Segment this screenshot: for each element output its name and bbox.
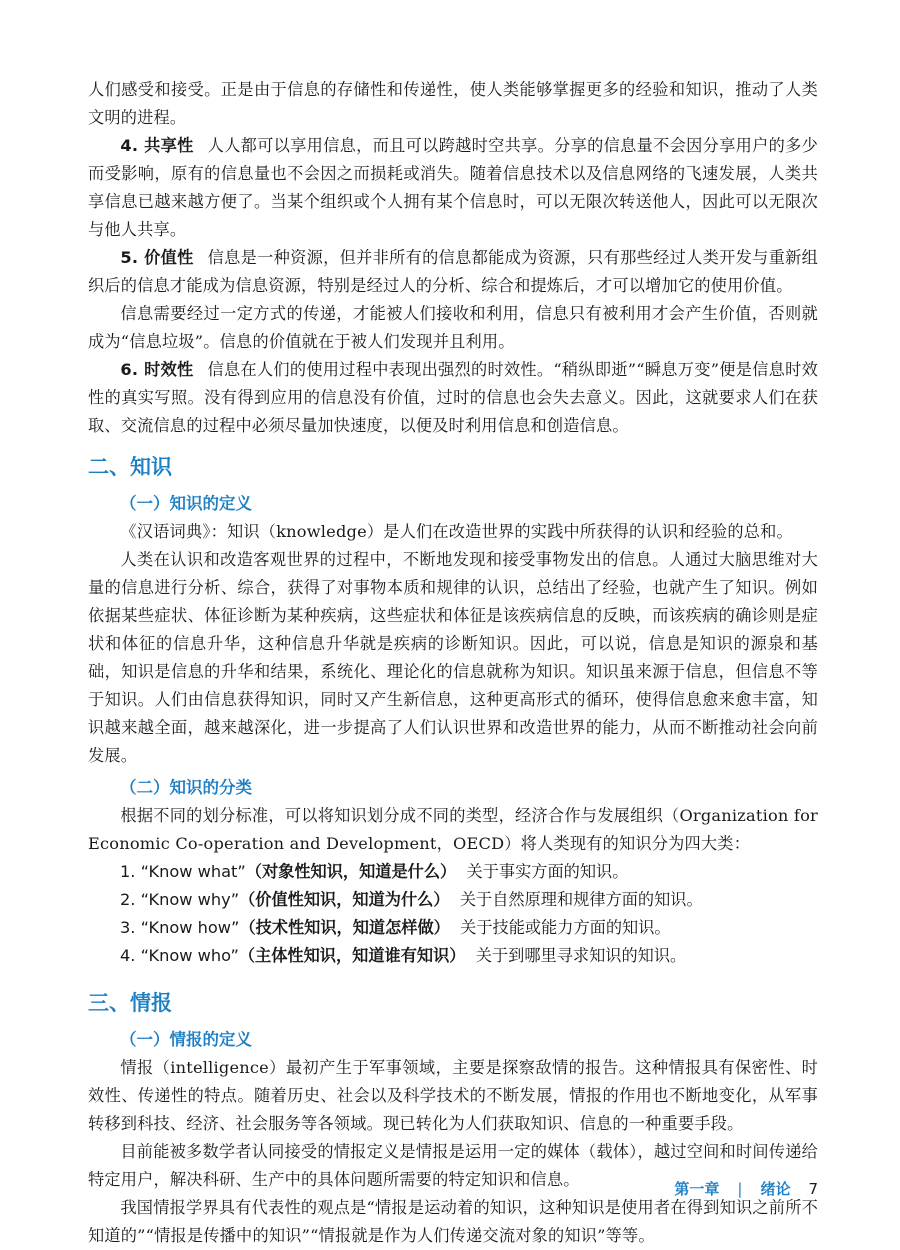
paragraph: 我国情报学界具有代表性的观点是“情报是运动着的知识，这种知识是使用者在得到知识之前所不知道的”“情报是传播中的知识”“情报就是作为人们传递交流对象的知识”等等。 — [88, 1198, 818, 1245]
list-item — [88, 886, 818, 914]
subheading-intelligence-definition: （一）情报的定义 — [120, 1030, 252, 1049]
value-text: 信息是一种资源，但并非所有的信息都能成为资源，只有那些经过人类开发与重新组织后的信息才能成为信息资源，特别是经过人的分析、综合和提炼后，才可以增加它的使用价值。 — [88, 248, 818, 295]
term-value: 5. 价值性 — [120, 248, 194, 267]
page-footer — [674, 1178, 818, 1199]
sharing-text: 人人都可以享用信息，而且可以跨越时空共享。分享的信息量不会因分享用户的多少而受影响，原有的信息量也不会因之而损耗或消失。随着信息技术以及信息网络的飞速发展，人类共享信息已越来越方便了。当某个组织或个人拥有某个信息时，可以无限次转送他人，因此可以无限次与他人共享。 — [88, 136, 818, 239]
footer-title: 绪论 — [760, 1180, 791, 1198]
item-head: 2. “Know why” — [120, 890, 240, 909]
term-sharing: 4. 共享性 — [120, 136, 194, 155]
item-bold: （对象性知识，知道是什么） — [245, 862, 457, 881]
paragraph-timeliness — [88, 356, 818, 440]
section-heading-knowledge: 二、知识 — [88, 455, 172, 479]
term-timeliness: 6. 时效性 — [120, 360, 194, 379]
paragraph: 《汉语词典》：知识（knowledge）是人们在改造世界的实践中所获得的认识和经验的总和。 — [120, 522, 793, 541]
footer-chapter: 第一章 — [674, 1180, 720, 1198]
item-bold: （技术性知识，知道怎样做） — [239, 918, 450, 937]
item-head: 1. “Know what” — [120, 862, 246, 881]
paragraph-sharing — [88, 132, 818, 244]
list-item — [88, 858, 818, 886]
item-bold: （价值性知识，知道为什么） — [239, 890, 450, 909]
section-heading-intelligence: 三、情报 — [88, 991, 172, 1015]
item-head: 4. “Know who” — [120, 946, 239, 965]
paragraph: 根据不同的划分标准，可以将知识划分成不同的类型，经济合作与发展组织（Organization for Economic Co-operation and Development，OECD）将人类现有的知识分为四大类： — [88, 806, 818, 853]
paragraph: 情报（intelligence）最初产生于军事领域，主要是探察敌情的报告。这种情报具有保密性、时效性、传递性的特点。随着历史、社会以及科学技术的不断发展，情报的作用也不断地变化，从军事转移到科技、经济、社会服务等各领域。现已转化为人们获取知识、信息的一种重要手段。 — [88, 1058, 818, 1133]
paragraph: 目前能被多数学者认同接受的情报定义是情报是运用一定的媒体（载体），越过空间和时间传递给特定用户，解决科研、生产中的具体问题所需要的特定知识和信息。 — [88, 1142, 818, 1189]
paragraph: 信息需要经过一定方式的传递，才能被人们接收和利用，信息只有被利用才会产生价值，否则就成为“信息垃圾”。信息的价值就在于被人们发现并且利用。 — [88, 304, 818, 351]
item-desc: 关于技能或能力方面的知识。 — [460, 918, 671, 937]
list-item — [88, 942, 818, 970]
paragraph: 人们感受和接受。正是由于信息的存储性和传递性，使人类能够掌握更多的经验和知识，推动了人类文明的进程。 — [88, 80, 818, 127]
item-bold: （主体性知识，知道谁有知识） — [238, 946, 466, 965]
subheading-knowledge-definition: （一）知识的定义 — [120, 494, 252, 513]
item-desc: 关于自然原理和规律方面的知识。 — [459, 890, 703, 909]
paragraph: 人类在认识和改造客观世界的过程中，不断地发现和接受事物发出的信息。人通过大脑思维对大量的信息进行分析、综合，获得了对事物本质和规律的认识，总结出了经验，也就产生了知识。例如依据某些症状、体征诊断为某种疾病，这些症状和体征是该疾病信息的反映，而该疾病的确诊则是症状和体征的信息升华，这种信息升华就是疾病的诊断知识。因此，可以说，信息是知识的源泉和基础，知识是信息的升华和结果，系统化、理论化的信息就称为知识。知识虽来源于信息，但信息不等于知识。人们由信息获得知识，同时又产生新信息，这种更高形式的循环，使得信息愈来愈丰富，知识越来越全面，越来越深化，进一步提高了人们认识世界和改造世界的能力，从而不断推动社会向前发展。 — [88, 550, 818, 765]
timeliness-text: 信息在人们的使用过程中表现出强烈的时效性。“稍纵即逝”“瞬息万变”便是信息时效性的真实写照。没有得到应用的信息没有价值，过时的信息也会失去意义。因此，这就要求人们在获取、交流信息的过程中必须尽量加快速度，以便及时利用信息和创造信息。 — [88, 360, 818, 435]
paragraph-value — [88, 244, 818, 300]
page-content — [88, 76, 818, 1250]
item-head: 3. “Know how” — [120, 918, 240, 937]
subheading-knowledge-classification: （二）知识的分类 — [120, 778, 252, 797]
list-item — [88, 914, 818, 942]
item-desc: 关于到哪里寻求知识的知识。 — [475, 946, 687, 965]
footer-separator: | — [737, 1180, 743, 1198]
page-number: 7 — [808, 1180, 818, 1198]
item-desc: 关于事实方面的知识。 — [466, 862, 629, 881]
